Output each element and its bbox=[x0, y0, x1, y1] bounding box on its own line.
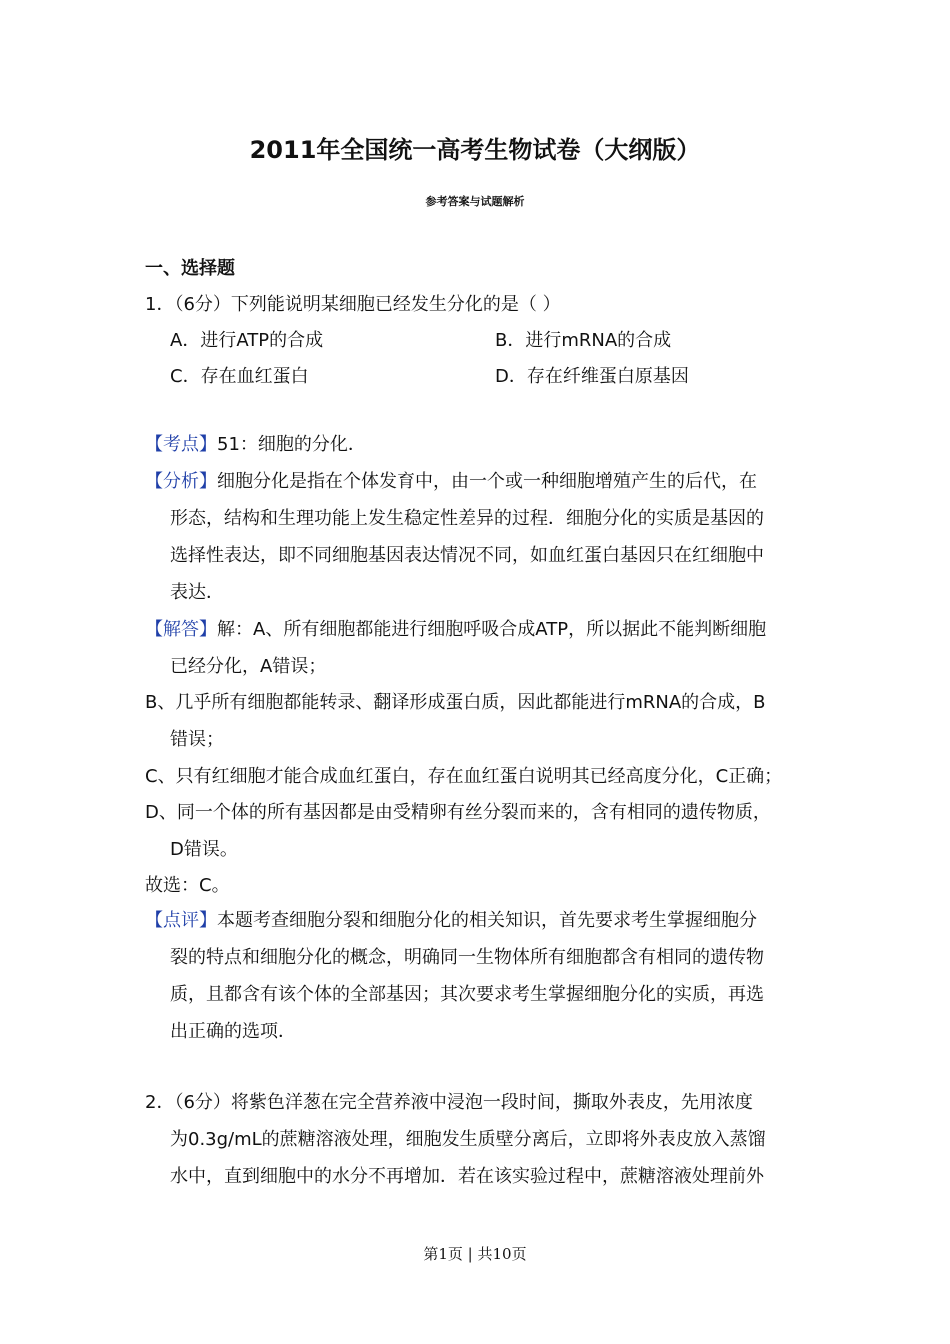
dianping-line-1 bbox=[145, 908, 757, 934]
option-c: C．存在血红蛋白 bbox=[170, 366, 309, 387]
fenxi-line-4: 表达． bbox=[170, 582, 224, 603]
dianping-tag: 【点评】 bbox=[145, 910, 217, 931]
jieda-line-4: 错误； bbox=[170, 729, 224, 750]
fenxi-tag: 【分析】 bbox=[145, 471, 217, 492]
kaodian-tag: 【考点】 bbox=[145, 434, 217, 455]
question-2-line-3: 水中，直到细胞中的水分不再增加．若在该实验过程中，蔗糖溶液处理前外 bbox=[170, 1166, 764, 1187]
question-2-line-1: 2．（6分）将紫色洋葱在完全营养液中浸泡一段时间，撕取外表皮，先用浓度 bbox=[145, 1092, 753, 1113]
dianping-line-4: 出正确的选项． bbox=[170, 1021, 296, 1042]
dianping-line-3: 质，且都含有该个体的全部基因；其次要求考生掌握细胞分化的实质，再选 bbox=[170, 984, 764, 1005]
jieda-text: 解：A、所有细胞都能进行细胞呼吸合成ATP，所以据此不能判断细胞 bbox=[217, 619, 767, 640]
dianping-line-2: 裂的特点和细胞分化的概念，明确同一生物体所有细胞都含有相同的遗传物 bbox=[170, 947, 764, 968]
question-1-stem: 1．（6分）下列能说明某细胞已经发生分化的是（ ） bbox=[145, 294, 561, 315]
option-b: B．进行mRNA的合成 bbox=[495, 330, 672, 351]
jieda-line-1 bbox=[145, 617, 766, 643]
jieda-line-6: D、同一个体的所有基因都是由受精卵有丝分裂而来的，含有相同的遗传物质， bbox=[145, 802, 771, 823]
question-2-line-2: 为0.3g/mL的蔗糖溶液处理，细胞发生质壁分离后，立即将外表皮放入蒸馏 bbox=[170, 1129, 766, 1150]
fenxi-line-2: 形态，结构和生理功能上发生稳定性差异的过程．细胞分化的实质是基因的 bbox=[170, 508, 764, 529]
jieda-line-5: C、只有红细胞才能合成血红蛋白，存在血红蛋白说明其已经高度分化，C正确； bbox=[145, 766, 783, 787]
fenxi-text: 细胞分化是指在个体发育中，由一个或一种细胞增殖产生的后代，在 bbox=[217, 471, 757, 492]
kaodian-text: 51：细胞的分化． bbox=[217, 434, 366, 455]
dianping-text: 本题考查细胞分裂和细胞分化的相关知识，首先要求考生掌握细胞分 bbox=[217, 910, 757, 931]
fenxi-line-3: 选择性表达，即不同细胞基因表达情况不同，如血红蛋白基因只在红细胞中 bbox=[170, 545, 764, 566]
jieda-line-2: 已经分化，A错误； bbox=[170, 656, 327, 677]
kaodian-line bbox=[145, 432, 366, 458]
jieda-line-3: B、几乎所有细胞都能转录、翻译形成蛋白质，因此都能进行mRNA的合成，B bbox=[145, 692, 766, 713]
page-subtitle: 参考答案与试题解析 bbox=[425, 195, 525, 208]
section-heading: 一、选择题 bbox=[145, 258, 235, 279]
jieda-line-7: D错误。 bbox=[170, 839, 238, 860]
fenxi-line-1 bbox=[145, 469, 757, 495]
option-a: A．进行ATP的合成 bbox=[170, 330, 324, 351]
option-d: D．存在纤维蛋白原基因 bbox=[495, 366, 689, 387]
page-title: 2011年全国统一高考生物试卷（大纲版） bbox=[249, 136, 701, 164]
jieda-line-8: 故选：C。 bbox=[145, 875, 230, 896]
page-footer: 第1页 | 共10页 bbox=[423, 1245, 527, 1263]
jieda-tag: 【解答】 bbox=[145, 619, 217, 640]
